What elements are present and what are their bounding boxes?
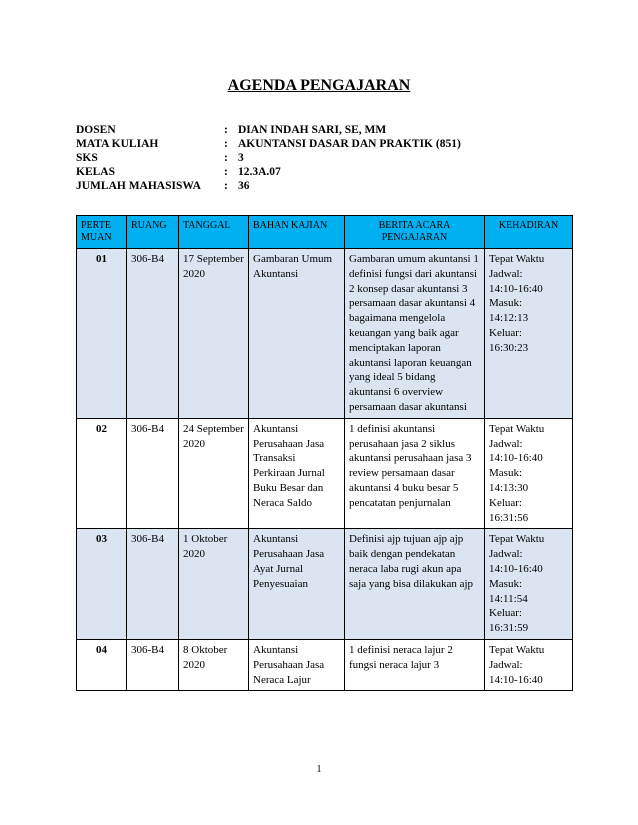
cell-berita-acara: Gambaran umum akuntansi 1 definisi fungsi dari akuntansi 2 konsep dasar akuntansi 3 persamaan dasar akuntansi 4 bagaimana mengelola keuangan yang baik agar menciptakan laporan akuntansi laporan keuangan yang ideal 5 bidang akuntansi 6 overview persamaan dasar akuntansi [345, 249, 485, 419]
info-row-mata-kuliah [76, 137, 461, 151]
kehadiran-line: Jadwal: [489, 267, 523, 280]
kehadiran-line: 14:12:13 [489, 312, 529, 325]
info-value: 36 [238, 180, 250, 192]
kehadiran-line: Jadwal: [489, 437, 523, 450]
kehadiran-line: 16:30:23 [489, 341, 529, 354]
header-bahan-kajian: BAHAN KAJIAN [249, 216, 345, 249]
page-number: 1 [316, 764, 322, 775]
info-separator: : [224, 166, 228, 178]
kehadiran-line: 14:10-16:40 [489, 282, 543, 295]
kehadiran-line: Keluar: [489, 496, 522, 509]
info-label: SKS [76, 152, 98, 164]
table-header-row [77, 216, 573, 249]
cell-ruang: 306-B4 [127, 418, 179, 529]
cell-berita-acara: Definisi ajp tujuan ajp ajp baik dengan pendekatan neraca laba rugi akun apa saja yang bisa dilakukan ajp [345, 529, 485, 640]
table-row [77, 249, 573, 419]
cell-tanggal: 17 September 2020 [179, 249, 249, 419]
kehadiran-line: 16:31:56 [489, 511, 529, 524]
info-separator: : [224, 124, 228, 136]
cell-kehadiran [485, 529, 573, 640]
info-separator: : [224, 152, 228, 164]
cell-kehadiran [485, 249, 573, 419]
kehadiran-line: Keluar: [489, 607, 522, 620]
agenda-table [76, 215, 573, 691]
info-label: JUMLAH MAHASISWA [76, 180, 201, 192]
info-value: 3 [238, 152, 244, 164]
cell-kehadiran [485, 418, 573, 529]
kehadiran-line: Tepat Waktu [489, 422, 545, 435]
cell-ruang: 306-B4 [127, 249, 179, 419]
header-pertemuan: PERTE MUAN [77, 216, 127, 249]
cell-ruang: 306-B4 [127, 529, 179, 640]
kehadiran-line: Tepat Waktu [489, 533, 545, 546]
kehadiran-line: Masuk: [489, 297, 522, 310]
table-row [77, 418, 573, 529]
header-ruang: RUANG [127, 216, 179, 249]
info-row-sks [76, 151, 461, 165]
cell-kehadiran [485, 639, 573, 690]
kehadiran-line: 14:11:54 [489, 592, 528, 605]
info-value: AKUNTANSI DASAR DAN PRAKTIK (851) [238, 138, 461, 150]
header-tanggal: TANGGAL [179, 216, 249, 249]
page-title: AGENDA PENGAJARAN [227, 77, 411, 94]
info-separator: : [224, 180, 228, 192]
kehadiran-line: 16:31:59 [489, 622, 529, 635]
info-value: DIAN INDAH SARI, SE, MM [238, 124, 387, 136]
cell-bahan-kajian: Akuntansi Perusahaan Jasa Neraca Lajur [249, 639, 345, 690]
cell-bahan-kajian: Gambaran Umum Akuntansi [249, 249, 345, 419]
kehadiran-line: Masuk: [489, 577, 522, 590]
kehadiran-line: Masuk: [489, 467, 522, 480]
info-label: MATA KULIAH [76, 138, 159, 150]
info-row-dosen [76, 123, 461, 137]
info-separator: : [224, 138, 228, 150]
cell-pertemuan: 04 [77, 639, 127, 690]
kehadiran-line: Jadwal: [489, 658, 523, 671]
info-label: KELAS [76, 166, 115, 178]
cell-pertemuan: 02 [77, 418, 127, 529]
kehadiran-line: Tepat Waktu [489, 253, 545, 265]
table-row [77, 639, 573, 690]
cell-tanggal: 8 Oktober 2020 [179, 639, 249, 690]
cell-berita-acara: 1 definisi neraca lajur 2 fungsi neraca lajur 3 [345, 639, 485, 690]
cell-ruang: 306-B4 [127, 639, 179, 690]
kehadiran-line: 14:10-16:40 [489, 452, 543, 465]
cell-pertemuan: 03 [77, 529, 127, 640]
kehadiran-line: 14:13:30 [489, 481, 529, 494]
table-row [77, 529, 573, 640]
course-info [76, 123, 461, 193]
kehadiran-line: Jadwal: [489, 548, 523, 561]
kehadiran-line: Tepat Waktu [489, 643, 545, 656]
cell-berita-acara: 1 definisi akuntansi perusahaan jasa 2 siklus akuntansi perusahaan jasa 3 review persamaan dasar akuntansi 4 buku besar 5 pencatatan penjurnalan [345, 418, 485, 529]
info-label: DOSEN [76, 124, 116, 136]
cell-pertemuan: 01 [77, 249, 127, 419]
info-row-jumlah-mahasiswa [76, 179, 461, 193]
kehadiran-line: Keluar: [489, 326, 522, 339]
header-kehadiran: KEHADIRAN [485, 216, 573, 249]
cell-tanggal: 1 Oktober 2020 [179, 529, 249, 640]
info-value: 12.3A.07 [238, 166, 281, 178]
kehadiran-line: 14:10-16:40 [489, 562, 543, 575]
cell-bahan-kajian: Akuntansi Perusahaan Jasa Ayat Jurnal Penyesuaian [249, 529, 345, 640]
cell-tanggal: 24 September 2020 [179, 418, 249, 529]
info-row-kelas [76, 165, 461, 179]
kehadiran-line: 14:10-16:40 [489, 673, 543, 686]
header-berita-acara: BERITA ACARA PENGAJARAN [345, 216, 485, 249]
cell-bahan-kajian: Akuntansi Perusahaan Jasa Transaksi Perkiraan Jurnal Buku Besar dan Neraca Saldo [249, 418, 345, 529]
